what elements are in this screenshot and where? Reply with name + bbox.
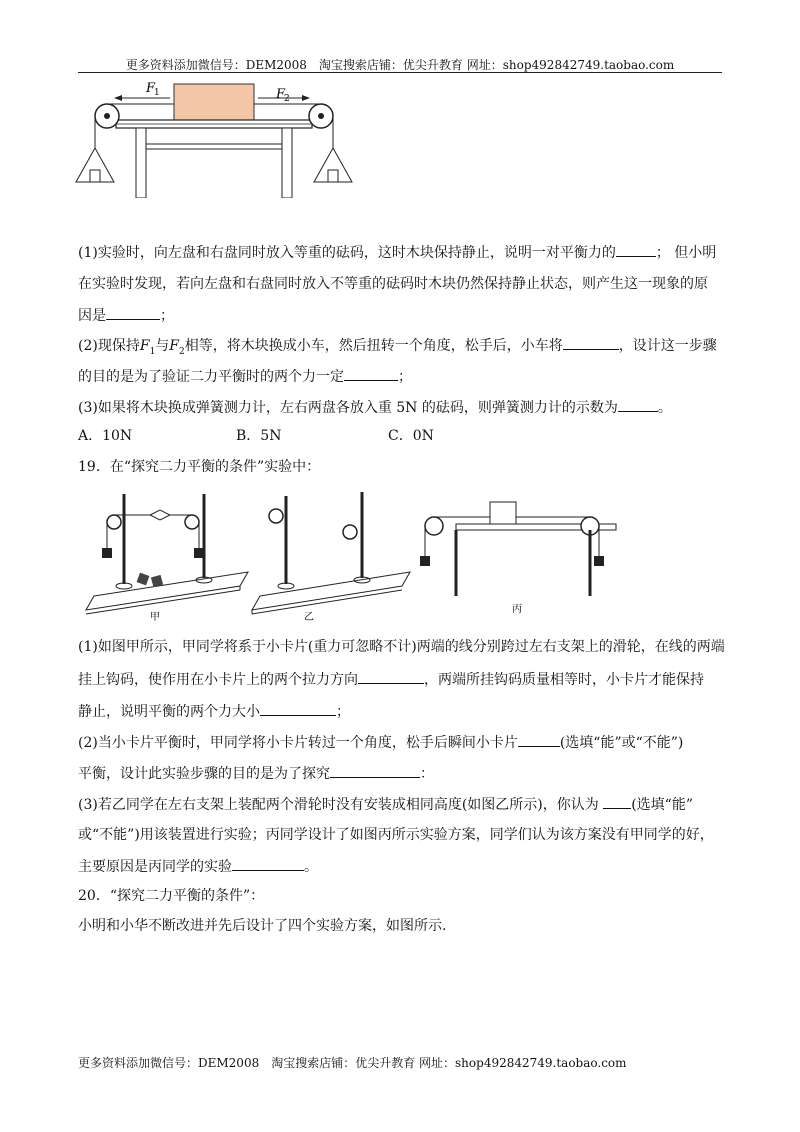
page-footer: 更多资料添加微信号：DEM2008 淘宝搜索店铺：优尖升教育 网址：shop492842749.taobao.com	[78, 1056, 627, 1070]
answer-blank[interactable]	[563, 335, 619, 350]
q18-p1-line1: (1)实验时，向左盘和右盘同时放入等重的砝码，这时木块保持静止，说明一对平衡力的 ； 但小明	[78, 242, 716, 263]
answer-blank[interactable]	[358, 669, 424, 684]
answer-blank[interactable]	[232, 856, 304, 871]
figure-jia	[86, 494, 248, 623]
q19-p3-line3: 主要原因是丙同学的实验 。	[78, 856, 318, 877]
header-rule	[78, 72, 722, 73]
answer-blank[interactable]	[106, 305, 160, 320]
wood-block	[174, 84, 254, 122]
q18-p2-line2: 的目的是为了验证二力平衡时的两个力一定 ；	[78, 366, 412, 387]
answer-blank[interactable]	[344, 366, 398, 381]
figure-three-setups	[80, 486, 620, 624]
q18-p2-line1: (2)现保持$F_1$与$F_2$相等，将木块换成小车，然后扭转一个角度，松手后，小车将 ，设计这一步骤	[78, 335, 717, 362]
answer-blank[interactable]	[603, 794, 631, 809]
figure-yi	[252, 492, 410, 623]
label-bing: 丙	[512, 604, 522, 615]
q19-p3-line2: 或“不能”)用该装置进行实验；丙同学设计了如图丙所示实验方案，同学们认为该方案没有甲同学的好，	[78, 827, 714, 843]
q19-p3-line1: (3)若乙同学在左右支架上装配两个滑轮时没有安装成相同高度(如图乙所示)，你认为 (选填“能”	[78, 794, 693, 815]
label-yi: 乙	[304, 612, 314, 623]
option-c[interactable]: C．0N	[388, 428, 434, 444]
answer-blank[interactable]	[616, 242, 656, 257]
q18-p3-line1: (3)如果将木块换成弹簧测力计，左右两盘各放入重 5N 的砝码，则弹簧测力计的示数为 。	[78, 397, 672, 418]
q20-title: 20．“探究二力平衡的条件”：	[78, 888, 265, 904]
q19-p2-line1: (2)当小卡片平衡时，甲同学将小卡片转过一个角度，松手后瞬间小卡片 (选填“能”或“不能”)	[78, 732, 683, 753]
answer-blank[interactable]	[618, 397, 658, 412]
f2-label: F	[276, 87, 286, 102]
q19-p1-line3: 静止，说明平衡的两个力大小 ；	[78, 701, 350, 722]
q19-p2-line2: 平衡，设计此实验步骤的目的是为了探究 ：	[78, 763, 434, 784]
q18-p1-line2: 在实验时发现，若向左盘和右盘同时放入不等重的砝码时木块仍然保持静止状态，则产生这一现象的原	[78, 276, 708, 292]
page-header: 更多资料添加微信号：DEM2008 淘宝搜索店铺：优尖升教育 网址：shop492842749.taobao.com	[125, 58, 675, 72]
label-jia: 甲	[150, 612, 160, 623]
f1-label: F	[146, 81, 156, 96]
answer-blank[interactable]	[518, 732, 560, 747]
answer-blank[interactable]	[330, 763, 420, 778]
answer-blank[interactable]	[260, 701, 336, 716]
q18-options	[78, 426, 434, 446]
q19-p1-line2: 挂上钩码，使作用在小卡片上的两个拉力方向 ，两端所挂钩码质量相等时，小卡片才能保持	[78, 669, 704, 690]
f2-sub: 2	[284, 94, 290, 104]
f1-sub: 1	[154, 88, 160, 98]
option-b[interactable]: B．5N	[236, 428, 282, 444]
q20-line1: 小明和小华不断改进并先后设计了四个实验方案，如图所示.	[78, 918, 447, 934]
figure-bing	[420, 502, 616, 615]
figure-table-pulleys	[70, 78, 370, 198]
option-a[interactable]: A．10N	[78, 428, 133, 444]
q18-p1-line3: 因是 ；	[78, 305, 174, 326]
q19-p1-line1: (1)如图甲所示，甲同学将系于小卡片(重力可忽略不计)两端的线分别跨过左右支架上的滑轮，在线的两端	[78, 639, 725, 655]
q19-title: 19．在“探究二力平衡的条件”实验中：	[78, 459, 321, 475]
